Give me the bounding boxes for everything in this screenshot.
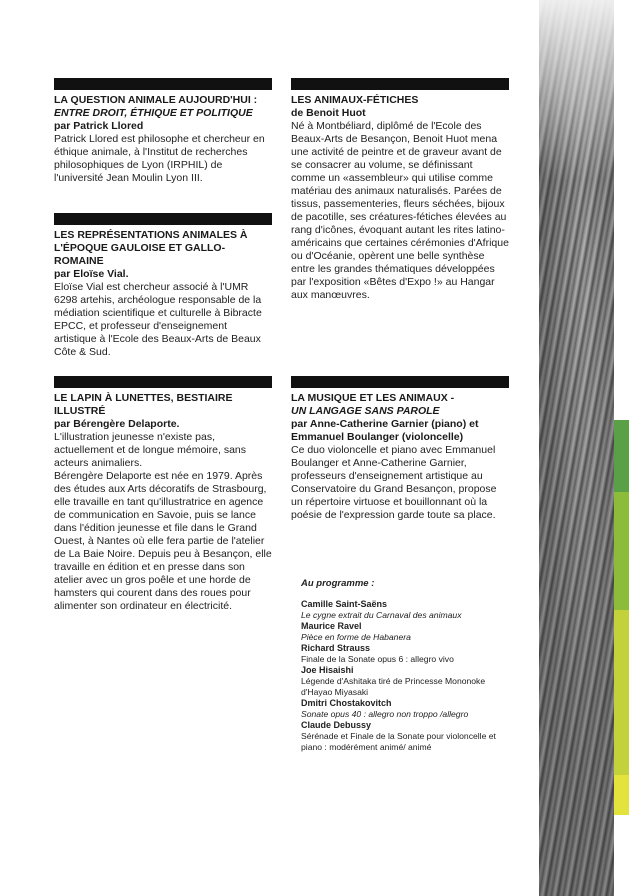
work: Finale de la Sonate opus 6 : allegro vivo	[301, 654, 454, 664]
speaker: par Eloïse Vial.	[54, 268, 129, 280]
composer: Joe Hisaishi	[301, 665, 354, 675]
composer: Claude Debussy	[301, 720, 372, 730]
performers: par Anne-Catherine Garnier (piano) et	[291, 418, 479, 430]
talk-description: Eloïse Vial est chercheur associé à l'UMR 6298 artehis, archéologue responsable de la médiation scientifique et culturelle à Bibracte EPCC, et professeur d'enseignement artistique à l'Ecole des Beaux-Arts de Beaux Côte & Sud.	[54, 281, 262, 358]
programme-item	[301, 665, 511, 698]
section-bar	[54, 78, 272, 90]
talk-title: LES REPRÉSENTATIONS ANIMALES À L'ÉPOQUE GAULOISE ET GALLO-ROMAINE par Eloïse Vial.	[54, 229, 272, 281]
programme-item	[301, 698, 511, 720]
speaker: par Patrick Llored	[54, 120, 144, 132]
programme-item	[301, 720, 511, 753]
programme-heading: Au programme :	[301, 578, 375, 589]
left-column	[54, 78, 272, 718]
concert-title: LA MUSIQUE ET LES ANIMAUX - UN LANGAGE SANS PAROLE par Anne-Catherine Garnier (piano) et Emmanuel Boulanger (violoncelle)	[291, 392, 509, 444]
accent-segment	[614, 775, 629, 815]
accent-color-bar	[614, 0, 629, 896]
talk-block	[54, 213, 272, 359]
talk-block	[54, 376, 272, 613]
performers: Emmanuel Boulanger (violoncelle)	[291, 431, 464, 443]
accent-segment	[614, 610, 629, 775]
composer: Dmitri Chostakovitch	[301, 698, 392, 708]
work: Le cygne extrait du Carnaval des animaux	[301, 610, 462, 620]
programme-item	[301, 621, 511, 643]
work: Sonate opus 40 : allegro non troppo /allegro	[301, 709, 469, 719]
accent-segment	[614, 420, 629, 492]
section-bar	[54, 376, 272, 388]
composer: Camille Saint-Saëns	[301, 599, 388, 609]
programme-item	[301, 643, 511, 665]
programme	[301, 578, 511, 753]
speaker: de Benoit Huot	[291, 107, 366, 119]
section-bar	[291, 376, 509, 388]
composer: Richard Strauss	[301, 643, 371, 653]
talk-description: L'illustration jeunesse n'existe pas, actuellement et de longue mémoire, sans acteurs animaliers. Bérengère Delaporte est née en 1979. Après des études aux Arts décoratifs de Strasbourg, elle travaille en tant qu'illustratrice en agence de communication en Savoie, puis se lance dans l'édition jeunesse et file dans le Grand Ouest, à Nantes où elle fera partie de l'atelier de La Baie Noire. Depuis peu à Besançon, elle travaille en édition et en presse dans son atelier avec un gros poêle et une horde de hamsters qui courent dans des roues pour alimenter son ordinateur en électricité.	[54, 431, 272, 612]
concert-block	[291, 376, 509, 522]
photo-highlight	[539, 0, 614, 180]
section-bar	[291, 78, 509, 90]
talk-title: LES ANIMAUX-FÉTICHES de Benoit Huot	[291, 94, 509, 120]
composer: Maurice Ravel	[301, 621, 362, 631]
work: Légende d'Ashitaka tiré de Princesse Mononoke d'Hayao Miyasaki	[301, 676, 486, 697]
right-column	[291, 78, 509, 838]
programme-item	[301, 599, 511, 621]
section-bar	[54, 213, 272, 225]
work: Sérénade et Finale de la Sonate pour violoncelle et piano : modérément animé/ animé	[301, 731, 496, 752]
talk-block	[291, 78, 509, 302]
work: Pièce en forme de Habanera	[301, 632, 411, 642]
talk-block	[54, 78, 272, 185]
speaker: par Bérengère Delaporte.	[54, 418, 180, 430]
talk-description: Patrick Llored est philosophe et chercheur en éthique animale, à l'Institut de recherches philosophiques de Lyon (IRPHIL) de l'université Jean Moulin Lyon III.	[54, 133, 265, 184]
talk-title: LA QUESTION ANIMALE AUJOURD'HUI : ENTRE DROIT, ÉTHIQUE ET POLITIQUE par Patrick Llored	[54, 94, 272, 133]
talk-title: LE LAPIN À LUNETTES, BESTIAIRE ILLUSTRÉ par Bérengère Delaporte.	[54, 392, 272, 431]
talk-description: Né à Montbéliard, diplômé de l'Ecole des Beaux-Arts de Besançon, Benoit Huot mena une activité de peintre et de graveur avant de se consacrer au volume, se définissant comme un «assembleur» qui utilise comme matériau des animaux naturalisés. Parées de tissus, passementeries, fleurs séchées, bijoux de pacotille, ses créatures-fétiches élevées au rang d'icônes, évoquant autant les rites latino-américains que certaines cérémonies d'Afrique ou d'Océanie, opèrent une belle synthèse entre les grandes thématiques développées par l'exposition «Bêtes d'Expo !» au Hangar aux manœuvres.	[291, 120, 509, 301]
accent-segment	[614, 492, 629, 610]
concert-description: Ce duo violoncelle et piano avec Emmanuel Boulanger et Anne-Catherine Garnier, professeurs d'enseignement artistique au Conservatoire du Grand Besançon, propose un répertoire virtuose et bouillonnant où la poésie de l'expression garde toute sa place.	[291, 444, 497, 521]
